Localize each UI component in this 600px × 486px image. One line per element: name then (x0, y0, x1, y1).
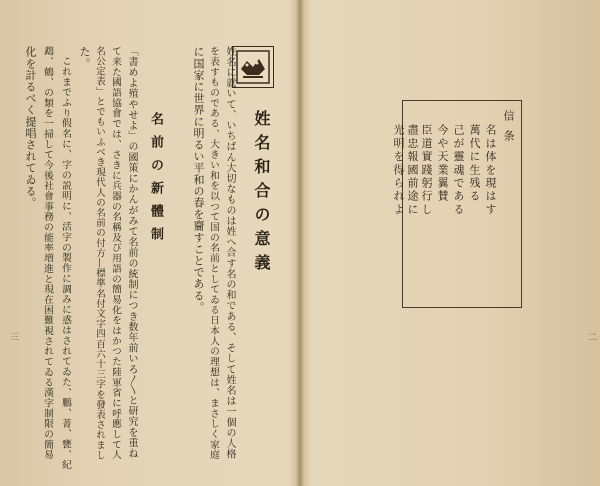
creed-title: 信条 (502, 110, 515, 150)
body-line: て来た國語協會では、さきに兵器の名稱及び用語の簡易化をはかつた陸軍省に呼應して人 (110, 46, 121, 460)
body-line: 「書めよ殖やせよ」の國策にかんがみて名前の統制につき数年前いろ〳〵と研究を重ね (126, 46, 137, 459)
body-line: これまでふり假名に、字の説明に、活字の製作に調みに惑はされてゐた、鵬、菁、甕、紀 (60, 56, 71, 470)
body-line: 化を計るべく提唱されてゐる。 (24, 46, 37, 209)
article-title: 姓名和合の意義 (252, 110, 271, 278)
body-line: 鵡、鶴、の類を一掃して今後社會事務の能率増進と現在困難視されてゐる漢字制限の簡易 (42, 46, 53, 460)
creed-line: 臣道實踐躬行し (420, 124, 433, 217)
page-number-left: 三 (10, 333, 20, 343)
page-number-right: 二 (588, 333, 598, 343)
creed-line: 光明を得られよ (392, 124, 405, 217)
intro-line: に国家に世界に明るい平和の春を齎すことである。 (192, 46, 205, 313)
name-seal-stamp (232, 46, 274, 88)
creed-line: 盡忠報國前途に (406, 124, 419, 217)
section-subtitle: 名前の新體制 (148, 112, 163, 250)
intro-line: 姓名に就いて、いちばん大切なものは姓へ合す名の和である、そして姓名は一個の人格 (224, 46, 235, 460)
creed-line: 今や天業翼賛 (436, 124, 449, 204)
creed-line: 己が靈魂である (452, 124, 465, 217)
intro-line: を表すものである、大きい和を以つて国の名前としてゐる日本人の理想は、まさしく家庭 (208, 46, 219, 460)
body-line: 名公定表」とでもいふべき現代人の名前の付方―標準名付文字四百六十三字を發表されまし (94, 46, 105, 461)
creed-line: 名は体を現はす (484, 124, 497, 217)
body-line: た。 (78, 46, 91, 70)
creed-line: 萬代に生残る (468, 124, 481, 204)
page-gutter (296, 0, 304, 486)
